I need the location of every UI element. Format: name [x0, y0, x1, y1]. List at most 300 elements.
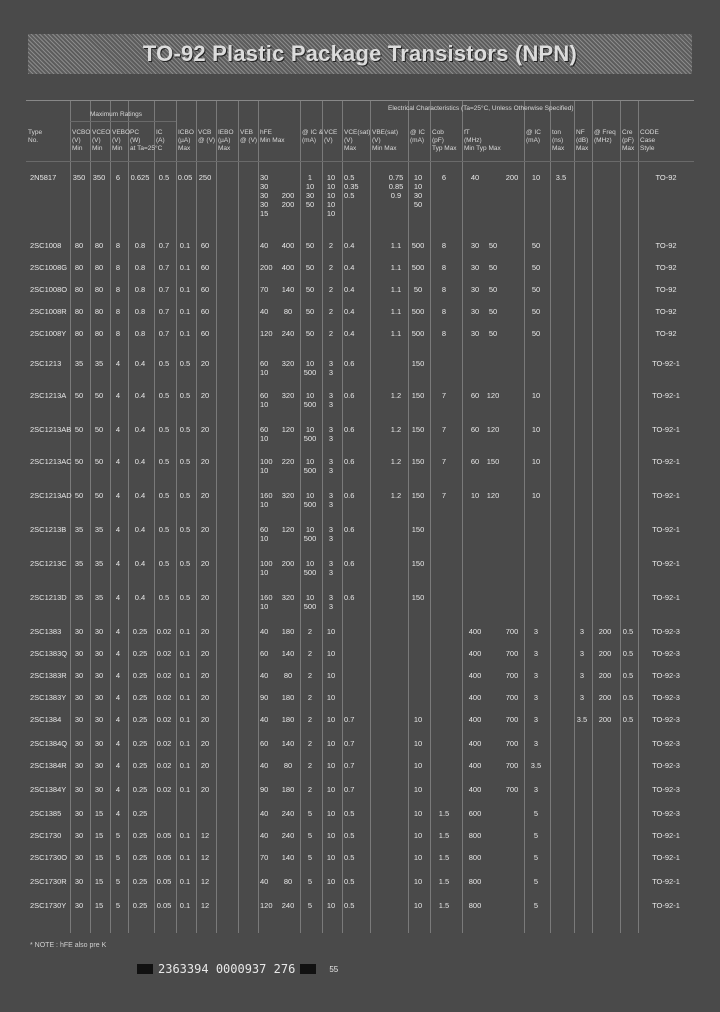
ft-max-cell: 700 [505, 693, 519, 702]
hfe-ic-cell: 5 [307, 901, 313, 910]
ft-typ-cell: 120 [486, 425, 500, 434]
column-header-line: VEB [240, 129, 254, 136]
ft-ic-cell: 50 [531, 285, 541, 294]
vcbo-cell: 30 [74, 831, 84, 840]
cob-cell: 8 [441, 241, 447, 250]
column-header-line: VBE(sat) [372, 129, 399, 136]
pc-cell: 0.4 [134, 457, 146, 466]
sat-ic-cell: 50 [413, 285, 423, 294]
type-cell: 2SC1383 [30, 627, 62, 636]
column-header-vceo [92, 129, 110, 153]
vbesat-max-cell: 1.2 [390, 491, 402, 500]
vcb-cell: 20 [200, 593, 210, 602]
hfe-vce-cell: 3 [328, 491, 334, 500]
cob-cell: 8 [441, 307, 447, 316]
hfe-vce-cell: 3 [328, 457, 334, 466]
type-cell: 2SC1383R [30, 671, 67, 680]
type-cell: 2SC1384 [30, 715, 62, 724]
icbo-cell: 0.1 [179, 785, 191, 794]
column-header-line: @ (V) [240, 137, 258, 144]
column-header-line: CODE [640, 129, 659, 136]
hfe-vce-cell: 10 [326, 901, 336, 910]
vcbo-cell: 30 [74, 877, 84, 886]
column-header-line: (dB) [576, 137, 589, 144]
hfe-max-cell: 140 [281, 853, 295, 862]
pc-cell: 0.25 [132, 853, 148, 862]
hfe-max-cell: 120 [281, 425, 295, 434]
column-header-line: Min [112, 145, 123, 152]
icbo-cell: 0.1 [179, 649, 191, 658]
ft-min-cell: 30 [470, 263, 480, 272]
column-header-sat_ic [410, 129, 425, 145]
hfe-max-cell: 80 [283, 877, 293, 886]
type-cell: 2N5817 [30, 173, 57, 182]
footer-code-b: 0000937 [215, 962, 267, 976]
ft-typ-cell: 150 [486, 457, 500, 466]
vceo-cell: 80 [94, 307, 104, 316]
vcb-cell: 20 [200, 715, 210, 724]
vceo-cell: 30 [94, 785, 104, 794]
hfe-min-cell: 40 [260, 877, 269, 886]
hfe-min-cell: 70 [260, 285, 269, 294]
type-cell: 2SC1008O [30, 285, 68, 294]
ft-min-cell: 30 [470, 329, 480, 338]
column-header-line: @ IC [410, 129, 425, 136]
column-header-line: at Ta=25°C [130, 145, 163, 152]
vcesat-cell: 0.4 [344, 307, 355, 316]
vceo-cell: 30 [94, 693, 104, 702]
vbesat-max-cell: 1.2 [390, 425, 402, 434]
hfe-ic-cell: 10 [305, 425, 315, 434]
column-divider [370, 101, 371, 933]
ft-ic-cell: 3 [533, 627, 539, 636]
hfe-min-cell: 40 [260, 715, 269, 724]
vcb-cell: 12 [200, 877, 210, 886]
sat-ic-cell: 150 [411, 457, 425, 466]
column-header-line: ICBO [178, 129, 194, 136]
column-header-line: (V) [92, 137, 101, 144]
vceo-cell: 350 [92, 173, 106, 182]
column-divider [216, 101, 217, 933]
hfe-min-cell: 60 [260, 425, 269, 434]
vceo-cell: 35 [94, 359, 104, 368]
case-cell: TO-92-1 [652, 559, 680, 568]
sat-ic-cell: 150 [411, 425, 425, 434]
ft-min-cell: 60 [470, 457, 480, 466]
vcb-cell: 12 [200, 901, 210, 910]
hfe-ic-cell: 5 [307, 853, 313, 862]
column-header-line: (V) [324, 137, 333, 144]
icbo-cell: 0.1 [179, 329, 191, 338]
vcb-cell: 20 [200, 785, 210, 794]
ft-max-cell: 700 [505, 627, 519, 636]
hfe-max-cell: 200 [281, 200, 295, 209]
column-header-line: (mA) [526, 137, 541, 144]
cre-cell: 0.5 [622, 649, 634, 658]
vcb-cell: 20 [200, 739, 210, 748]
ft-max-cell: 700 [505, 649, 519, 658]
case-cell: TO-92-3 [652, 809, 680, 818]
hfe-vce-cell: 2 [328, 307, 334, 316]
hfe-min-cell: 100 [260, 457, 273, 466]
hfe-ic-cell: 10 [305, 559, 315, 568]
pc-cell: 0.25 [132, 831, 148, 840]
column-header-line: (V) [72, 137, 81, 144]
case-cell: TO-92 [655, 329, 677, 338]
pc-cell: 0.25 [132, 627, 148, 636]
type-cell: 2SC1213AC [30, 457, 72, 466]
hfe-min-cell: 60 [260, 359, 269, 368]
vbesat-max-cell: 1.2 [390, 391, 402, 400]
hfe-max-cell: 400 [281, 263, 295, 272]
hfe-vce-cell: 3 [328, 368, 334, 377]
column-header-line: Max [218, 145, 231, 152]
ft-typ-cell: 50 [488, 263, 498, 272]
hfe-ic-cell: 500 [303, 602, 317, 611]
hfe-max-cell: 180 [281, 715, 295, 724]
vcbo-cell: 30 [74, 785, 84, 794]
ic-cell: 0.5 [158, 457, 170, 466]
vcbo-cell: 35 [74, 359, 84, 368]
case-cell: TO-92-3 [652, 785, 680, 794]
column-header-case [640, 129, 659, 153]
hfe-min-cell: 40 [260, 809, 269, 818]
vceo-cell: 30 [94, 671, 104, 680]
vcbo-cell: 30 [74, 715, 84, 724]
vebo-cell: 4 [115, 593, 121, 602]
case-cell: TO-92-1 [652, 457, 680, 466]
hfe-max-cell: 320 [281, 391, 295, 400]
hfe-ic-cell: 1 [307, 173, 313, 182]
pc-cell: 0.4 [134, 391, 146, 400]
hfe-min-cell: 10 [260, 568, 269, 577]
sat-ic-cell: 10 [413, 809, 423, 818]
case-cell: TO-92 [655, 263, 677, 272]
vebo-cell: 4 [115, 359, 121, 368]
vebo-cell: 4 [115, 693, 121, 702]
vcbo-cell: 50 [74, 491, 84, 500]
vcb-cell: 20 [200, 457, 210, 466]
vebo-cell: 4 [115, 715, 121, 724]
cob-cell: 6 [441, 173, 447, 182]
case-cell: TO-92-3 [652, 671, 680, 680]
hfe-vce-cell: 10 [326, 649, 336, 658]
hfe-min-cell: 10 [260, 400, 269, 409]
column-header-line: Min [72, 145, 83, 152]
vcb-cell: 20 [200, 559, 210, 568]
vcesat-cell: 0.6 [344, 525, 355, 534]
icbo-cell: 0.1 [179, 853, 191, 862]
vbesat-max-cell: 1.1 [390, 263, 402, 272]
hfe-min-cell: 40 [260, 627, 269, 636]
ft-ic-cell: 5 [533, 831, 539, 840]
ft-typ-cell: 50 [488, 285, 498, 294]
hfe-max-cell: 220 [281, 457, 295, 466]
vcesat-cell: 0.7 [344, 761, 355, 770]
column-header-ft [464, 129, 501, 153]
vcb-cell: 20 [200, 627, 210, 636]
hfe-min-cell: 60 [260, 525, 269, 534]
ic-cell: 0.05 [156, 853, 172, 862]
vcesat-cell: 0.4 [344, 285, 355, 294]
ic-cell: 0.5 [158, 359, 170, 368]
pc-cell: 0.25 [132, 809, 148, 818]
type-cell: 2SC1213B [30, 525, 67, 534]
hfe-vce-cell: 3 [328, 525, 334, 534]
hfe-vce-cell: 3 [328, 534, 334, 543]
footer-code-a: 2363394 [158, 962, 209, 976]
hfe-vce-cell: 3 [328, 602, 334, 611]
column-header-line: VCB [198, 129, 212, 136]
case-cell: TO-92-1 [652, 853, 680, 862]
hfe-min-cell: 40 [260, 307, 269, 316]
column-header-line: (mA) [302, 137, 317, 144]
hfe-ic-cell: 2 [307, 693, 313, 702]
vbesat-max-cell: 1.1 [390, 285, 402, 294]
hfe-ic-cell: 2 [307, 761, 313, 770]
ic-cell: 0.5 [158, 173, 170, 182]
ft-ic-cell: 5 [533, 853, 539, 862]
ft-ic-cell: 3 [533, 739, 539, 748]
title-banner [28, 34, 692, 74]
hfe-ic-cell: 2 [307, 785, 313, 794]
hfe-max-cell: 320 [281, 491, 295, 500]
nf-freq-cell: 200 [598, 671, 612, 680]
type-cell: 2SC1008R [30, 307, 67, 316]
ft-ic-cell: 50 [531, 263, 541, 272]
hfe-vce-cell: 10 [326, 831, 336, 840]
pc-cell: 0.25 [132, 901, 148, 910]
ft-max-cell: 700 [505, 761, 519, 770]
ft-ic-cell: 3 [533, 649, 539, 658]
ic-cell: 0.05 [156, 901, 172, 910]
ft-typ-cell: 50 [488, 241, 498, 250]
vebo-cell: 4 [115, 457, 121, 466]
hfe-ic-cell: 500 [303, 368, 317, 377]
ic-cell: 0.02 [156, 649, 172, 658]
hfe-ic-cell: 50 [305, 285, 315, 294]
icbo-cell: 0.1 [179, 671, 191, 680]
hfe-ic-cell: 10 [305, 593, 315, 602]
column-header-vcb [198, 129, 215, 145]
hfe-ic-cell: 500 [303, 400, 317, 409]
ft-max-cell: 200 [505, 173, 519, 182]
column-divider [342, 101, 343, 933]
vcbo-cell: 35 [74, 593, 84, 602]
ft-max-cell: 700 [505, 739, 519, 748]
vcbo-cell: 30 [74, 693, 84, 702]
hfe-vce-cell: 10 [326, 739, 336, 748]
vcbo-cell: 35 [74, 559, 84, 568]
hfe-ic-cell: 500 [303, 434, 317, 443]
column-header-line: (W) [130, 137, 141, 144]
vebo-cell: 4 [115, 739, 121, 748]
ic-cell: 0.5 [158, 559, 170, 568]
hfe-ic-cell: 10 [305, 491, 315, 500]
hfe-vce-cell: 2 [328, 329, 334, 338]
sat-ic-cell: 10 [413, 831, 423, 840]
hfe-min-cell: 90 [260, 693, 269, 702]
vceo-cell: 30 [94, 715, 104, 724]
hfe-ic-cell: 10 [305, 182, 315, 191]
hfe-max-cell: 140 [281, 285, 295, 294]
ft-min-cell: 400 [468, 671, 482, 680]
hfe-min-cell: 10 [260, 368, 269, 377]
ic-cell: 0.7 [158, 329, 170, 338]
hfe-min-cell: 120 [260, 329, 273, 338]
ic-cell: 0.05 [156, 831, 172, 840]
hfe-ic-cell: 5 [307, 831, 313, 840]
vcesat-cell: 0.5 [344, 191, 355, 200]
hfe-vce-cell: 10 [326, 191, 336, 200]
vceo-cell: 35 [94, 525, 104, 534]
hfe-vce-cell: 10 [326, 182, 336, 191]
hfe-ic-cell: 2 [307, 627, 313, 636]
column-header-line: ton [552, 129, 562, 136]
ic-cell: 0.7 [158, 241, 170, 250]
sat-ic-cell: 30 [413, 191, 423, 200]
ic-cell: 0.7 [158, 285, 170, 294]
hfe-max-cell: 80 [283, 761, 293, 770]
icbo-cell: 0.1 [179, 901, 191, 910]
hfe-min-cell: 40 [260, 671, 269, 680]
column-header-line: Cre [622, 129, 633, 136]
case-cell: TO-92-1 [652, 593, 680, 602]
column-header-line: VEBO [112, 129, 131, 136]
vceo-cell: 15 [94, 901, 104, 910]
vcbo-cell: 30 [74, 853, 84, 862]
ic-cell: 0.7 [158, 307, 170, 316]
vebo-cell: 4 [115, 559, 121, 568]
case-cell: TO-92-1 [652, 425, 680, 434]
ft-ic-cell: 10 [531, 173, 541, 182]
ft-min-cell: 400 [468, 693, 482, 702]
column-header-line: Typ Max [432, 145, 457, 152]
ft-min-cell: 10 [470, 491, 480, 500]
nf-cell: 3 [579, 671, 585, 680]
ft-typ-cell: 120 [486, 391, 500, 400]
hfe-max-cell: 240 [281, 809, 295, 818]
vcb-cell: 20 [200, 761, 210, 770]
ft-typ-cell: 50 [488, 329, 498, 338]
vcbo-cell: 80 [74, 285, 84, 294]
icbo-cell: 0.5 [179, 457, 191, 466]
pc-cell: 0.8 [134, 285, 146, 294]
hfe-vce-cell: 10 [326, 693, 336, 702]
vcbo-cell: 30 [74, 739, 84, 748]
vceo-cell: 80 [94, 241, 104, 250]
pc-cell: 0.25 [132, 761, 148, 770]
vebo-cell: 4 [115, 671, 121, 680]
column-header-hfe [260, 129, 285, 145]
case-cell: TO-92 [655, 241, 677, 250]
vcbo-cell: 30 [74, 901, 84, 910]
hfe-max-cell: 240 [281, 831, 295, 840]
cob-cell: 7 [441, 491, 447, 500]
vcb-cell: 12 [200, 853, 210, 862]
vcesat-cell: 0.5 [344, 853, 355, 862]
vcb-cell: 60 [200, 307, 210, 316]
vcbo-cell: 30 [74, 671, 84, 680]
ft-ic-cell: 5 [533, 877, 539, 886]
cob-cell: 7 [441, 391, 447, 400]
vcesat-cell: 0.6 [344, 457, 355, 466]
vcesat-cell: 0.7 [344, 715, 355, 724]
ic-cell: 0.5 [158, 391, 170, 400]
column-header-line: hFE [260, 129, 272, 136]
hfe-vce-cell: 10 [326, 785, 336, 794]
pc-cell: 0.8 [134, 329, 146, 338]
vceo-cell: 15 [94, 877, 104, 886]
case-cell: TO-92-1 [652, 877, 680, 886]
case-cell: TO-92 [655, 285, 677, 294]
vcbo-cell: 50 [74, 425, 84, 434]
hfe-ic-cell: 50 [305, 241, 315, 250]
pc-cell: 0.25 [132, 671, 148, 680]
ft-ic-cell: 10 [531, 425, 541, 434]
vebo-cell: 8 [115, 263, 121, 272]
vcb-cell: 60 [200, 241, 210, 250]
column-header-cre [622, 129, 634, 153]
vceo-cell: 30 [94, 739, 104, 748]
type-cell: 2SC1730Y [30, 901, 67, 910]
vebo-cell: 5 [115, 901, 121, 910]
case-cell: TO-92-3 [652, 739, 680, 748]
hfe-min-cell: 10 [260, 602, 269, 611]
vcbo-cell: 30 [74, 761, 84, 770]
hfe-vce-cell: 10 [326, 715, 336, 724]
icbo-cell: 0.1 [179, 263, 191, 272]
sat-ic-cell: 10 [413, 715, 423, 724]
hfe-min-cell: 15 [260, 209, 269, 218]
hfe-ic-cell: 10 [305, 359, 315, 368]
column-header-nf [576, 129, 588, 153]
ft-min-cell: 400 [468, 715, 482, 724]
vebo-cell: 4 [115, 627, 121, 636]
ft-min-cell: 60 [470, 391, 480, 400]
hfe-max-cell: 180 [281, 627, 295, 636]
column-header-line: @ Freq [594, 129, 616, 136]
hfe-min-cell: 30 [260, 200, 269, 209]
column-header-line: Max [178, 145, 191, 152]
sat-ic-cell: 150 [411, 391, 425, 400]
column-divider [176, 101, 177, 933]
hfe-min-cell: 40 [260, 241, 269, 250]
vcbo-cell: 350 [72, 173, 86, 182]
column-header-line: VCEO [92, 129, 111, 136]
black-block-icon [300, 964, 316, 974]
column-header-nf_freq [594, 129, 616, 145]
vcesat-cell: 0.7 [344, 785, 355, 794]
icbo-cell: 0.5 [179, 559, 191, 568]
pc-cell: 0.8 [134, 263, 146, 272]
hfe-vce-cell: 3 [328, 359, 334, 368]
type-cell: 2SC1730R [30, 877, 67, 886]
pc-cell: 0.625 [130, 173, 150, 182]
vceo-cell: 15 [94, 809, 104, 818]
column-header-line: Case [640, 137, 656, 144]
icbo-cell: 0.5 [179, 425, 191, 434]
ft-ic-cell: 3 [533, 715, 539, 724]
ft-min-cell: 400 [468, 627, 482, 636]
hfe-vce-cell: 3 [328, 425, 334, 434]
vcbo-cell: 80 [74, 307, 84, 316]
hfe-min-cell: 160 [260, 593, 273, 602]
case-cell: TO-92-3 [652, 627, 680, 636]
hfe-vce-cell: 3 [328, 593, 334, 602]
column-divider [592, 101, 593, 933]
ft-min-cell: 800 [468, 901, 482, 910]
